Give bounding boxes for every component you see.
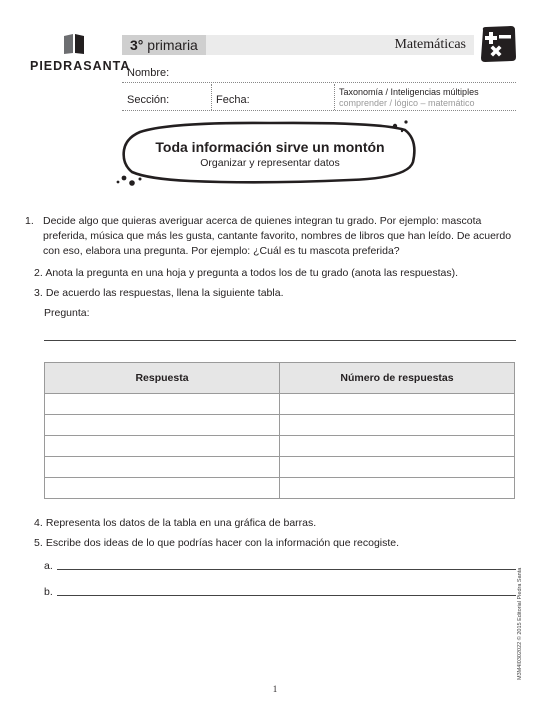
idea-b-line[interactable] [57,595,516,596]
grade-label [130,37,198,53]
grade-level: primaria [147,37,198,53]
table-row [45,457,515,478]
table-cell[interactable] [45,478,280,499]
section-line [122,110,516,111]
activity-title: Toda información sirve un montón [155,139,385,155]
publisher-logo: PIEDRASANTA [30,59,131,73]
column-header-count: Número de respuestas [280,363,515,394]
table-row [45,415,515,436]
table-cell[interactable] [45,415,280,436]
subject-title: Matemáticas [394,37,466,52]
taxonomy-title: Taxonomía / Inteligencias múltiples [339,87,479,97]
table-cell[interactable] [45,436,280,457]
table-cell[interactable] [280,478,515,499]
question-answer-line[interactable] [44,340,516,341]
table-row [45,478,515,499]
idea-a-line[interactable] [57,569,516,570]
book-logo-icon [62,33,86,55]
instruction-3: 3. De acuerdo las respuestas, llena la siguiente tabla. [34,287,284,299]
table-cell[interactable] [280,394,515,415]
instruction-1: 1. Decide algo que quieras averiguar acerca de quienes integran tu grado. Por ejemplo: mascota preferida, música que más les gusta, cantante favorito, nombres de libros que han leído. De acuerdo con eso, elabora una pregunta. Por ejemplo: ¿Cuál es tu mascota preferida? [25,215,512,257]
name-line [122,82,516,83]
instruction-4: 4. Representa los datos de la tabla en una gráfica de barras. [34,517,317,529]
table-row [45,394,515,415]
table-cell[interactable] [280,457,515,478]
field-divider [334,84,335,110]
activity-subtitle: Organizar y representar datos [200,157,340,169]
table-cell[interactable] [45,394,280,415]
math-operations-icon [479,25,517,63]
grade-number: 3° [130,37,144,53]
name-label: Nombre: [127,67,170,79]
taxonomy-values: comprender / lógico – matemático [339,98,475,108]
column-header-response: Respuesta [45,363,280,394]
page-number: 1 [272,684,278,694]
table-cell[interactable] [45,457,280,478]
responses-table [44,362,515,499]
question-label: Pregunta: [44,307,90,319]
section-label: Sección: [127,94,170,106]
table-row [45,436,515,457]
date-label: Fecha: [216,94,250,106]
idea-b-label: b. [44,586,53,598]
idea-a-label: a. [44,560,53,572]
instruction-2: 2. Anota la pregunta en una hoja y pregunta a todos los de tu grado (anota las respuestas). [34,267,459,279]
instruction-5: 5. Escribe dos ideas de lo que podrías hacer con la información que recogiste. [34,537,400,549]
field-divider [211,84,212,110]
table-cell[interactable] [280,415,515,436]
table-cell[interactable] [280,436,515,457]
side-credit: M3M4I0302022 © 2015 Editorial Piedra Santa [517,567,523,680]
